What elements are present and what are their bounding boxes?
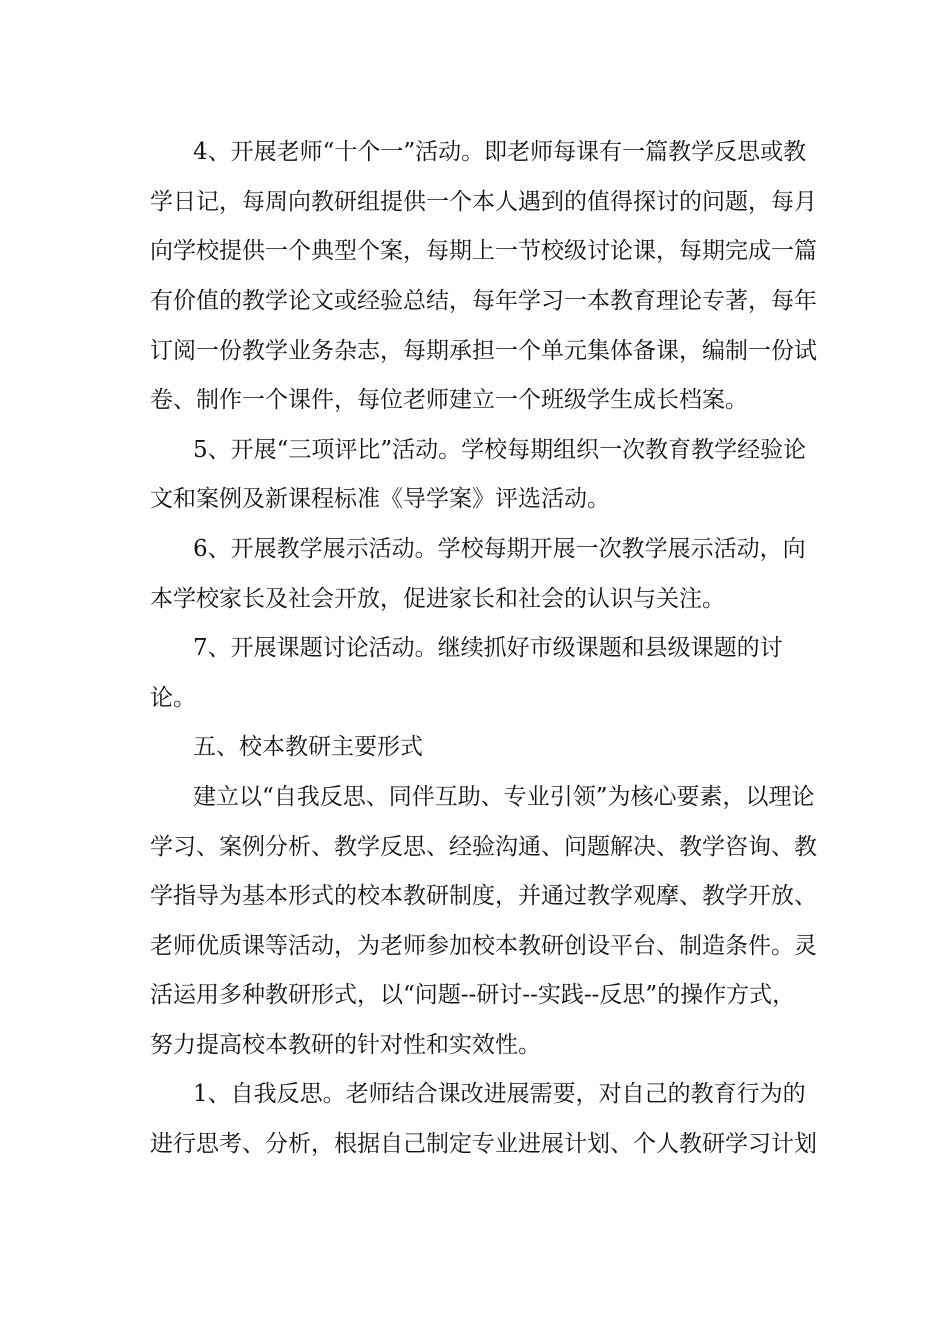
paragraph-intro-line-2: 学习、案例分析、教学反思、经验沟通、问题解决、教学咨询、教 bbox=[150, 834, 817, 860]
paragraph-intro-line-1: 建立以“自我反思、同伴互助、专业引领”为核心要素，以理论 bbox=[193, 784, 815, 810]
paragraph-5-line-1: 5、开展“三项评比”活动。学校每期组织一次教育教学经验论 bbox=[193, 437, 807, 463]
paragraph-intro-line-5: 活运用多种教研形式，以“问题--研讨--实践--反思”的操作方式， bbox=[150, 982, 796, 1008]
paragraph-4-line-2: 学日记，每周向教研组提供一个本人遇到的值得探讨的问题，每月 bbox=[150, 189, 817, 215]
paragraph-4-line-1: 4、开展老师“十个一”活动。即老师每课有一篇教学反思或教 bbox=[193, 139, 807, 165]
paragraph-intro-line-4: 老师优质课等活动，为老师参加校本教研创设平台、制造条件。灵 bbox=[150, 933, 817, 959]
paragraph-self-reflection-line-2: 进行思考、分析，根据自己制定专业进展计划、个人教研学习计划 bbox=[150, 1131, 817, 1157]
paragraph-7-line-2: 论。 bbox=[150, 685, 196, 711]
paragraph-5-line-2: 文和案例及新课程标准《导学案》评选活动。 bbox=[150, 486, 610, 512]
paragraph-6-line-1: 6、开展教学展示活动。学校每期开展一次教学展示活动，向 bbox=[193, 536, 806, 562]
paragraph-7-line-1: 7、开展课题讨论活动。继续抓好市级课题和县级课题的讨 bbox=[193, 635, 783, 661]
paragraph-6-line-2: 本学校家长及社会开放，促进家长和社会的认识与关注。 bbox=[150, 586, 725, 612]
paragraph-4-line-3: 向学校提供一个典型个案，每期上一节校级讨论课，每期完成一篇 bbox=[150, 238, 817, 264]
paragraph-intro-line-3: 学指导为基本形式的校本教研制度，并通过教学观摩、教学开放、 bbox=[150, 883, 817, 909]
paragraph-self-reflection-line-1: 1、自我反思。老师结合课改进展需要，对自己的教育行为的 bbox=[193, 1081, 806, 1107]
paragraph-4-line-4: 有价值的教学论文或经验总结，每年学习一本教育理论专著，每年 bbox=[150, 288, 817, 314]
section-heading-5: 五、校本教研主要形式 bbox=[193, 734, 423, 760]
paragraph-intro-line-6: 努力提高校本教研的针对性和实效性。 bbox=[150, 1032, 541, 1058]
paragraph-4-line-6: 卷、制作一个课件，每位老师建立一个班级学生成长档案。 bbox=[150, 387, 748, 413]
paragraph-4-line-5: 订阅一份教学业务杂志，每期承担一个单元集体备课，编制一份试 bbox=[150, 338, 817, 364]
